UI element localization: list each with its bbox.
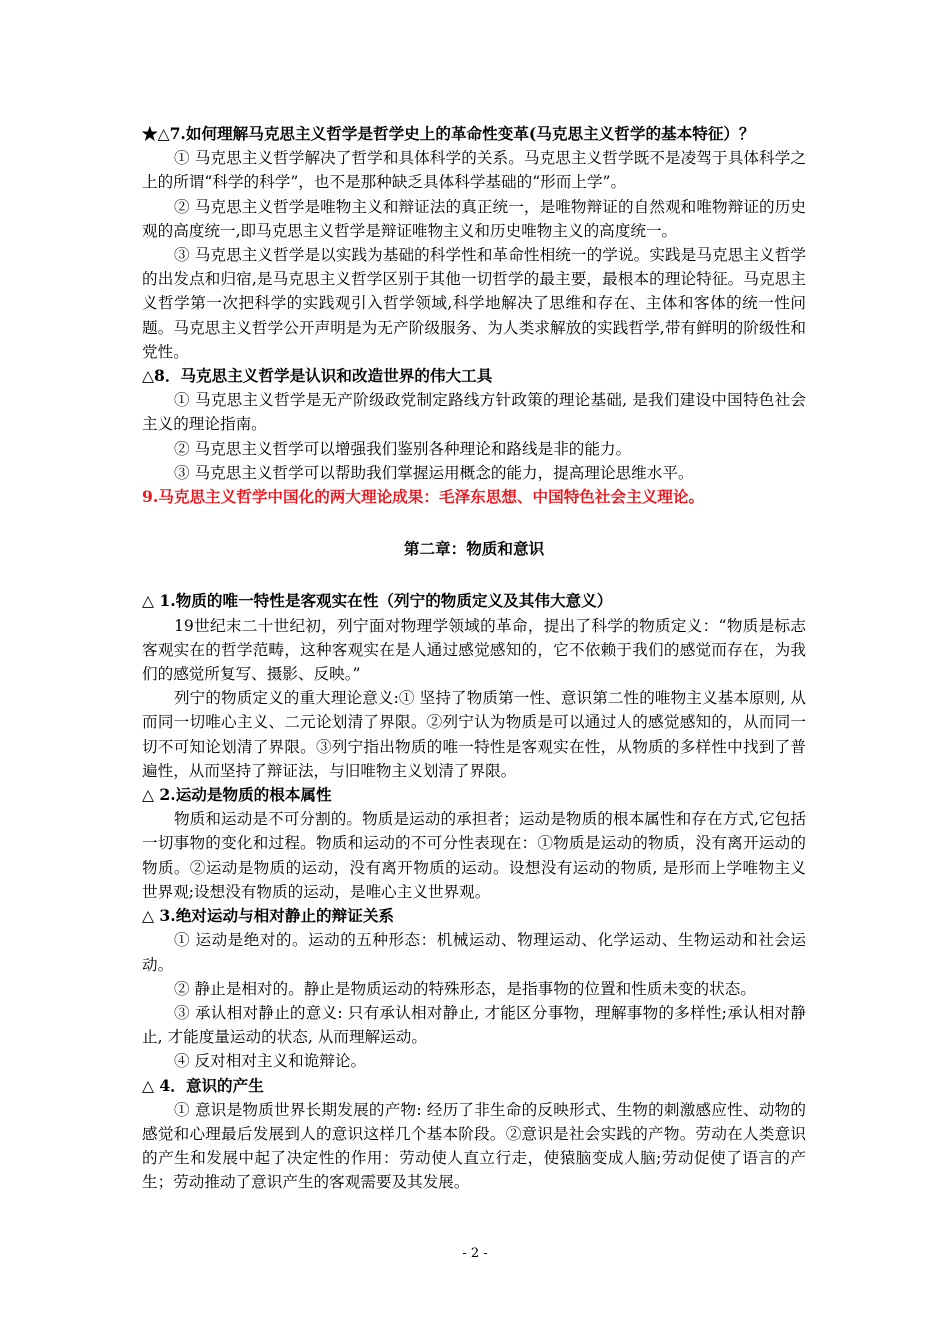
section-8-paragraph-3: ③ 马克思主义哲学可以帮助我们掌握运用概念的能力，提高理论思维水平。 [174, 463, 694, 482]
chapter-2-section-2-paragraph-1: 物质和运动是不可分割的。物质是运动的承担者；运动是物质的根本属性和存在方式,它包括一切事物的变化和过程。物质和运动的不可分性表现在：①物质是运动的物质，没有离开运动的物质。②运动是物质的运动，没有离开物质的运动。设想没有运动的物质, 是形而上学唯物主义世界观;设想没有物质的运动，是唯心主义世界观。 [142, 810, 806, 901]
page-number: - 2 - [462, 1246, 488, 1261]
section-9-highlight: 9.马克思主义哲学中国化的两大理论成果：毛泽东思想、中国特色社会主义理论。 [142, 487, 705, 507]
section-8-heading: △8．马克思主义哲学是认识和改造世界的伟大工具 [142, 366, 493, 386]
chapter-2-section-3-paragraph-2: ② 静止是相对的。静止是物质运动的特殊形态，是指事物的位置和性质未变的状态。 [174, 979, 756, 998]
chapter-2-section-1-heading: △ 1.物质的唯一特性是客观实在性（列宁的物质定义及其伟大意义） [142, 591, 613, 611]
section-8-paragraph-2: ② 马克思主义哲学可以增强我们鉴别各种理论和路线是非的能力。 [174, 439, 632, 458]
chapter-2-section-3-paragraph-1: ① 运动是绝对的。运动的五种形态：机械运动、物理运动、化学运动、生物运动和社会运动。 [142, 931, 806, 974]
section-7-paragraph-1: ① 马克思主义哲学解决了哲学和具体科学的关系。马克思主义哲学既不是凌驾于具体科学之上的所谓“科学的科学”，也不是那种缺乏具体科学基础的“形而上学”。 [142, 149, 806, 192]
section-7-paragraph-2: ② 马克思主义哲学是唯物主义和辩证法的真正统一，是唯物辩证的自然观和唯物辩证的历史观的高度统一,即马克思主义哲学是辩证唯物主义和历史唯物主义的高度统一。 [142, 197, 806, 240]
document-body [142, 122, 806, 1195]
section-7-heading: ★△7.如何理解马克思主义哲学是哲学史上的革命性变革(马克思主义哲学的基本特征）？ [142, 124, 755, 143]
section-7-paragraph-3: ③ 马克思主义哲学是以实践为基础的科学性和革命性相统一的学说。实践是马克思主义哲学的出发点和归宿,是马克思主义哲学区别于其他一切哲学的最主要，最根本的理论特征。马克思主义哲学第一次把科学的实践观引入哲学领域,科学地解决了思维和存在、主体和客体的统一性问题。马克思主义哲学公开声明是为无产阶级服务、为人类求解放的实践哲学,带有鲜明的阶级性和党性。 [142, 246, 806, 361]
chapter-2-title: 第二章：物质和意识 [403, 539, 545, 559]
chapter-2-section-1-paragraph-1: 19世纪末二十世纪初，列宁面对物理学领域的革命，提出了科学的物质定义：“物质是标志客观实在的哲学范畴，这种客观实在是人通过感觉感知的，它不依赖于我们的感觉而存在，为我们的感觉所复写、摄影、反映。” [142, 616, 806, 684]
chapter-2-section-4-paragraph-1: ① 意识是物质世界长期发展的产物: 经历了非生命的反映形式、生物的刺激感应性、动物的感觉和心理最后发展到人的意识这样几个基本阶段。②意识是社会实践的产物。劳动在人类意识的产生和发展中起了决定性的作用：劳动使人直立行走，使猿脑变成人脑;劳动促使了语言的产生；劳动推动了意识产生的客观需要及其发展。 [142, 1100, 806, 1192]
chapter-2-section-3-heading: △ 3.绝对运动与相对静止的辩证关系 [142, 906, 395, 926]
chapter-2-section-3-paragraph-4: ④ 反对相对主义和诡辩论。 [174, 1052, 367, 1071]
section-8-paragraph-1: ① 马克思主义哲学是无产阶级政党制定路线方针政策的理论基础, 是我们建设中国特色社会主义的理论指南。 [142, 391, 806, 434]
chapter-2-section-4-heading: △ 4．意识的产生 [142, 1075, 264, 1095]
chapter-2-section-1-paragraph-2: 列宁的物质定义的重大理论意义:① 坚持了物质第一性、意识第二性的唯物主义基本原则, 从而同一切唯心主义、二元论划清了界限。②列宁认为物质是可以通过人的感觉感知的，从而同一切不可知论划清了界限。③列宁指出物质的唯一特性是客观实在性，从物质的多样性中找到了普遍性，从而坚持了辩证法，与旧唯物主义划清了界限。 [142, 689, 806, 780]
chapter-2-section-2-heading: △ 2.运动是物质的根本属性 [142, 785, 332, 805]
chapter-2-section-3-paragraph-3: ③ 承认相对静止的意义: 只有承认相对静止, 才能区分事物，理解事物的多样性;承认相对静止, 才能度量运动的状态, 从而理解运动。 [142, 1003, 806, 1047]
